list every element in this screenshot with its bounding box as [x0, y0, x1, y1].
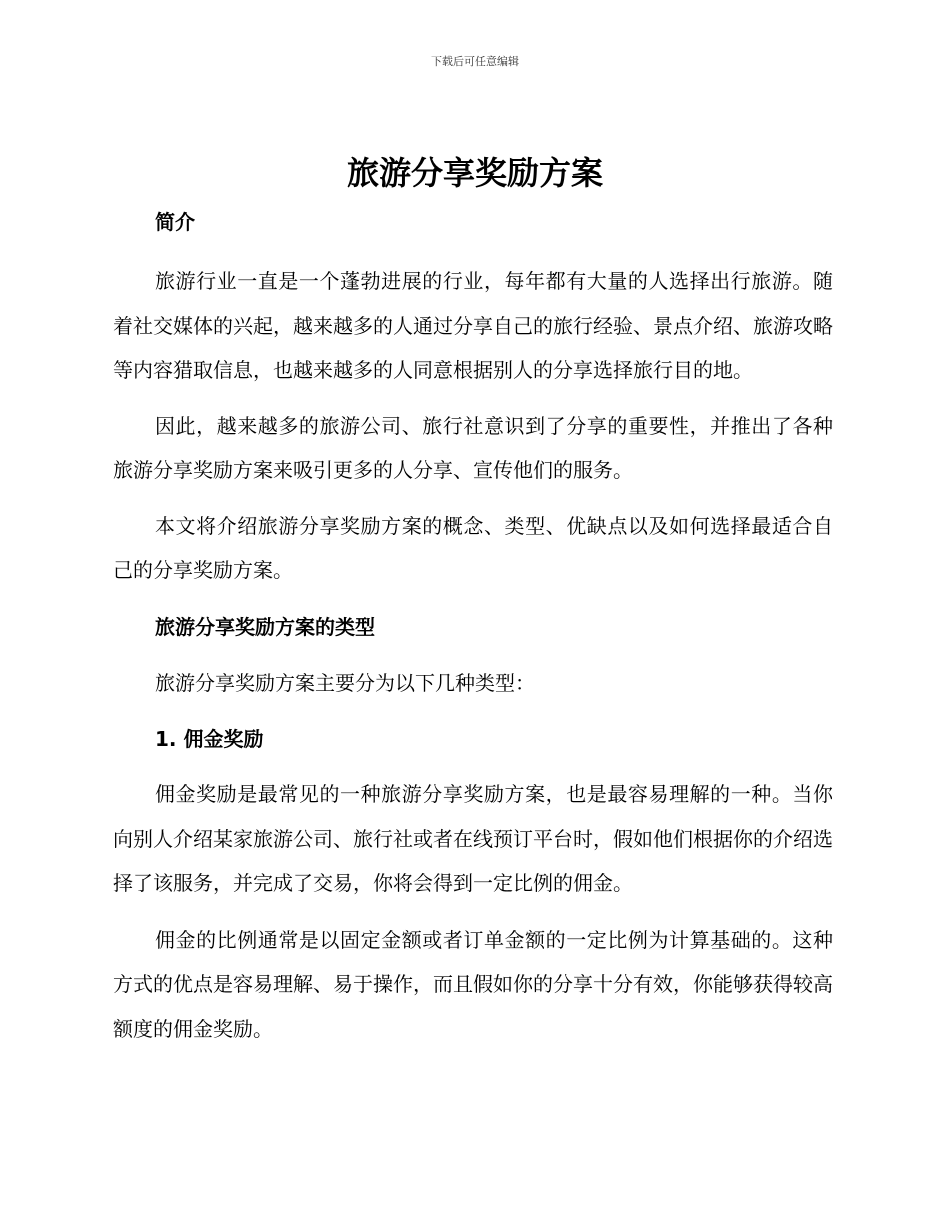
intro-paragraph-2: 因此，越来越多的旅游公司、旅行社意识到了分享的重要性，并推出了各种旅游分享奖励方案来吸引更多的人分享、宣传他们的服务。: [113, 413, 833, 482]
commission-paragraph-1: 佣金奖励是最常见的一种旅游分享奖励方案，也是最容易理解的一种。当你向别人介绍某家旅游公司、旅行社或者在线预订平台时，假如他们根据你的介绍选择了该服务，并完成了交易，你将会得到一定比例的佣金。: [113, 782, 833, 895]
intro-paragraph-3: 本文将介绍旅游分享奖励方案的概念、类型、优缺点以及如何选择最适合自己的分享奖励方案。: [113, 513, 833, 582]
intro-paragraph-1: 旅游行业一直是一个蓬勃进展的行业，每年都有大量的人选择出行旅游。随着社交媒体的兴起，越来越多的人通过分享自己的旅行经验、景点介绍、旅游攻略等内容猎取信息，也越来越多的人同意根据别人的分享选择旅行目的地。: [113, 269, 833, 382]
document-title: 旅游分享奖励方案: [346, 154, 603, 192]
section-heading-commission: 1. 佣金奖励: [155, 727, 264, 751]
section-heading-intro: 简介: [155, 210, 195, 234]
types-paragraph: 旅游分享奖励方案主要分为以下几种类型：: [155, 670, 535, 695]
commission-paragraph-2: 佣金的比例通常是以固定金额或者订单金额的一定比例为计算基础的。这种方式的优点是容易理解、易于操作，而且假如你的分享十分有效，你能够获得较高额度的佣金奖励。: [113, 927, 833, 1041]
header-note: 下载后可任意编辑: [431, 55, 519, 68]
document-body: [113, 202, 833, 1051]
section-heading-types: 旅游分享奖励方案的类型: [155, 614, 375, 639]
